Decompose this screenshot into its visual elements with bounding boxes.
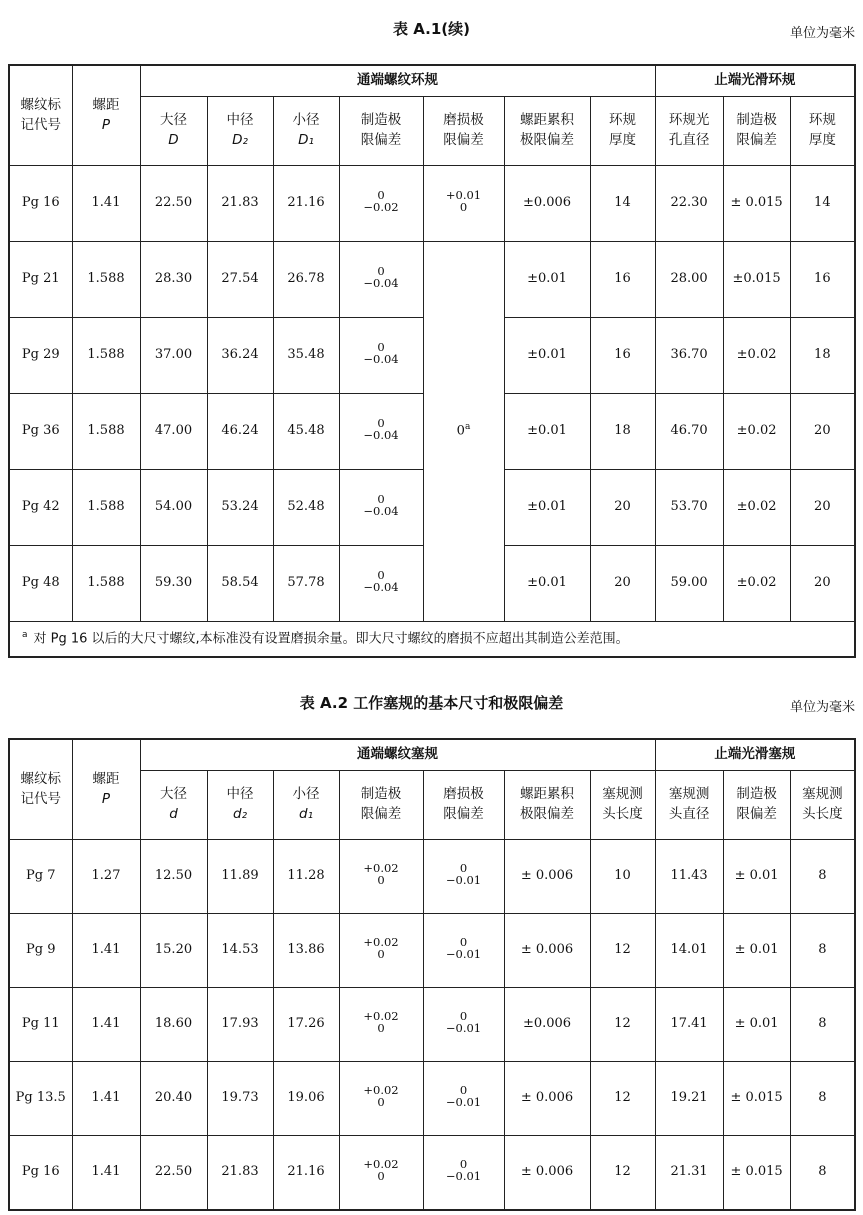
table-cell: ±0.015 (723, 242, 790, 318)
table-cell: ±0.01 (504, 394, 590, 470)
table-cell: ±0.01 (504, 242, 590, 318)
table-cell: 20 (790, 394, 855, 470)
table-cell: 14.53 (207, 914, 273, 988)
t1-h-thick: 环规厚度 (590, 97, 655, 166)
table1-title: 表 A.1(续) (393, 20, 470, 38)
table-cell: 8 (790, 1062, 855, 1136)
table-cell: +0.02 0 (339, 1136, 423, 1210)
table-cell: 45.48 (273, 394, 339, 470)
table-row (9, 166, 855, 242)
table-cell: 0 −0.04 (339, 242, 423, 318)
table-cell: 22.50 (140, 1136, 207, 1210)
table-cell: 27.54 (207, 242, 273, 318)
table-cell: 8 (790, 1136, 855, 1210)
table-cell: ±0.02 (723, 318, 790, 394)
table-cell: Pg 7 (9, 840, 72, 914)
t1-h-thick2: 环规厚度 (790, 97, 855, 166)
table-cell: 0 −0.01 (423, 988, 504, 1062)
table-cell: ±0.02 (723, 470, 790, 546)
t1-h-code: 螺纹标记代号 (9, 65, 72, 166)
t1-wear-first: +0.01 0 (423, 166, 504, 242)
table-cell: +0.02 0 (339, 840, 423, 914)
table-cell: 1.588 (72, 394, 140, 470)
table-cell: 11.28 (273, 840, 339, 914)
table-cell: 0 −0.01 (423, 914, 504, 988)
table-cell: 1.41 (72, 1062, 140, 1136)
table-cell: 46.70 (655, 394, 723, 470)
table-cell: 14 (590, 166, 655, 242)
table-cell: 1.41 (72, 166, 140, 242)
table-cell: 18 (790, 318, 855, 394)
table1 (8, 64, 856, 658)
table-row (9, 840, 855, 914)
t2-h-code: 螺纹标记代号 (9, 739, 72, 840)
table-cell: 59.00 (655, 546, 723, 622)
table-cell: 1.588 (72, 242, 140, 318)
table-row (9, 914, 855, 988)
table-cell: 0 −0.01 (423, 1062, 504, 1136)
table-cell: ±0.006 (504, 988, 590, 1062)
table-cell: 16 (590, 242, 655, 318)
table-cell: 1.41 (72, 914, 140, 988)
table-cell: 14 (790, 166, 855, 242)
table-cell: 0 −0.01 (423, 1136, 504, 1210)
t2-h-dia: 塞规测头直径 (655, 771, 723, 840)
table2-unit: 单位为毫米 (789, 700, 855, 715)
t2-h-mfg2: 制造极限偏差 (723, 771, 790, 840)
table-cell: 26.78 (273, 242, 339, 318)
table-cell: 1.588 (72, 318, 140, 394)
table-cell: 8 (790, 914, 855, 988)
t1-h-hole: 环规光孔直径 (655, 97, 723, 166)
table-cell: 12 (590, 1136, 655, 1210)
table-cell: ± 0.015 (723, 166, 790, 242)
t1-h-pitch: 螺距 P (72, 65, 140, 166)
table-cell: ± 0.006 (504, 1062, 590, 1136)
table-cell: 58.54 (207, 546, 273, 622)
table-row (9, 988, 855, 1062)
t1-h-wear: 磨损极限偏差 (423, 97, 504, 166)
t2-group-nogo: 止端光滑塞规 (655, 739, 855, 771)
table-cell: 1.41 (72, 988, 140, 1062)
t1-group-nogo: 止端光滑环规 (655, 65, 855, 97)
table-cell: ± 0.015 (723, 1136, 790, 1210)
table-cell: 20.40 (140, 1062, 207, 1136)
t1-h-cum: 螺距累积极限偏差 (504, 97, 590, 166)
table-cell: 11.43 (655, 840, 723, 914)
table-cell: ±0.006 (504, 166, 590, 242)
table-cell: 0 −0.02 (339, 166, 423, 242)
table-row (9, 1136, 855, 1210)
table-cell: +0.02 0 (339, 988, 423, 1062)
table-cell: 59.30 (140, 546, 207, 622)
t2-h-pitch: 螺距 P (72, 739, 140, 840)
table-cell: 13.86 (273, 914, 339, 988)
table1-footnote-row (9, 622, 855, 658)
table-cell: 16 (590, 318, 655, 394)
t1-h-pitchdia: 中径 D₂ (207, 97, 273, 166)
t2-h-pitchdia: 中径 d₂ (207, 771, 273, 840)
table-cell: +0.02 0 (339, 1062, 423, 1136)
table-cell: ± 0.01 (723, 988, 790, 1062)
table-cell: Pg 42 (9, 470, 72, 546)
table-cell: 1.588 (72, 470, 140, 546)
table2-title: 表 A.2 工作塞规的基本尺寸和极限偏差 (299, 694, 564, 712)
table1-unit: 单位为毫米 (789, 26, 855, 41)
table-cell: ±0.02 (723, 394, 790, 470)
table-cell: 21.83 (207, 1136, 273, 1210)
t2-h-wear: 磨损极限偏差 (423, 771, 504, 840)
table-cell: 20 (790, 470, 855, 546)
table-cell: Pg 16 (9, 166, 72, 242)
table-cell: Pg 16 (9, 1136, 72, 1210)
t1-h-minor: 小径 D₁ (273, 97, 339, 166)
table-cell: Pg 29 (9, 318, 72, 394)
table-cell: 57.78 (273, 546, 339, 622)
table-cell: Pg 9 (9, 914, 72, 988)
table-cell: ±0.01 (504, 546, 590, 622)
table-cell: 47.00 (140, 394, 207, 470)
table-cell: 19.73 (207, 1062, 273, 1136)
table-cell: 52.48 (273, 470, 339, 546)
table-cell: Pg 36 (9, 394, 72, 470)
table-cell: 16 (790, 242, 855, 318)
table-cell: ±0.02 (723, 546, 790, 622)
table-cell: 8 (790, 988, 855, 1062)
t2-h-len: 塞规测头长度 (590, 771, 655, 840)
table-cell: 18 (590, 394, 655, 470)
table-cell: 0 −0.04 (339, 470, 423, 546)
t1-h-major: 大径 D (140, 97, 207, 166)
table-cell: 22.50 (140, 166, 207, 242)
table-cell: 14.01 (655, 914, 723, 988)
t2-group-go: 通端螺纹塞规 (140, 739, 655, 771)
t2-h-minor: 小径 d₁ (273, 771, 339, 840)
table-cell: 53.24 (207, 470, 273, 546)
table-cell: Pg 13.5 (9, 1062, 72, 1136)
table-cell: 20 (790, 546, 855, 622)
table-cell: ± 0.015 (723, 1062, 790, 1136)
t1-wear-merged: 0$^a$ (423, 242, 504, 622)
table-cell: 21.16 (273, 166, 339, 242)
table-row (9, 1062, 855, 1136)
table-cell: 0 −0.01 (423, 840, 504, 914)
table-cell: 12 (590, 1062, 655, 1136)
t2-h-cum: 螺距累积极限偏差 (504, 771, 590, 840)
table-cell: 37.00 (140, 318, 207, 394)
table-cell: 12 (590, 914, 655, 988)
table-cell: 54.00 (140, 470, 207, 546)
table-cell: 53.70 (655, 470, 723, 546)
table-cell: 17.26 (273, 988, 339, 1062)
table-cell: 17.41 (655, 988, 723, 1062)
table-cell: 28.00 (655, 242, 723, 318)
table-cell: 46.24 (207, 394, 273, 470)
t1-h-mfg: 制造极限偏差 (339, 97, 423, 166)
table-cell: 22.30 (655, 166, 723, 242)
table-cell: 0 −0.04 (339, 546, 423, 622)
table-cell: 15.20 (140, 914, 207, 988)
table-cell: ± 0.006 (504, 1136, 590, 1210)
table-cell: 35.48 (273, 318, 339, 394)
table-cell: 11.89 (207, 840, 273, 914)
table-cell: ±0.01 (504, 318, 590, 394)
table-cell: 18.60 (140, 988, 207, 1062)
table-cell: Pg 11 (9, 988, 72, 1062)
table-cell: Pg 48 (9, 546, 72, 622)
table-cell: 20 (590, 546, 655, 622)
t1-h-mfg2: 制造极限偏差 (723, 97, 790, 166)
t2-h-mfg: 制造极限偏差 (339, 771, 423, 840)
table-cell: 20 (590, 470, 655, 546)
table-cell: 0 −0.04 (339, 318, 423, 394)
table-cell: 36.70 (655, 318, 723, 394)
table-cell: +0.02 0 (339, 914, 423, 988)
t2-h-major: 大径 d (140, 771, 207, 840)
table-cell: 28.30 (140, 242, 207, 318)
table-cell: 1.27 (72, 840, 140, 914)
table-cell: Pg 21 (9, 242, 72, 318)
table-cell: ± 0.01 (723, 840, 790, 914)
table-row (9, 242, 855, 318)
table-cell: 21.16 (273, 1136, 339, 1210)
table-cell: 19.06 (273, 1062, 339, 1136)
table-cell: 21.31 (655, 1136, 723, 1210)
table-cell: 19.21 (655, 1062, 723, 1136)
table-cell: 1.41 (72, 1136, 140, 1210)
table-cell: 8 (790, 840, 855, 914)
table-cell: 12 (590, 988, 655, 1062)
table-cell: ± 0.006 (504, 914, 590, 988)
table-cell: 21.83 (207, 166, 273, 242)
table-cell: ±0.01 (504, 470, 590, 546)
t1-group-go: 通端螺纹环规 (140, 65, 655, 97)
t2-h-len2: 塞规测头长度 (790, 771, 855, 840)
table-cell: 1.588 (72, 546, 140, 622)
table1-footnote: $^a$ 对 Pg 16 以后的大尺寸螺纹,本标准没有设置磨损余量。即大尺寸螺纹的磨损不应超出其制造公差范围。 (9, 622, 855, 658)
table-cell: 17.93 (207, 988, 273, 1062)
table-cell: 36.24 (207, 318, 273, 394)
table-cell: ± 0.006 (504, 840, 590, 914)
table-cell: ± 0.01 (723, 914, 790, 988)
table-cell: 12.50 (140, 840, 207, 914)
table2 (8, 738, 856, 1211)
table-cell: 0 −0.04 (339, 394, 423, 470)
table-cell: 10 (590, 840, 655, 914)
